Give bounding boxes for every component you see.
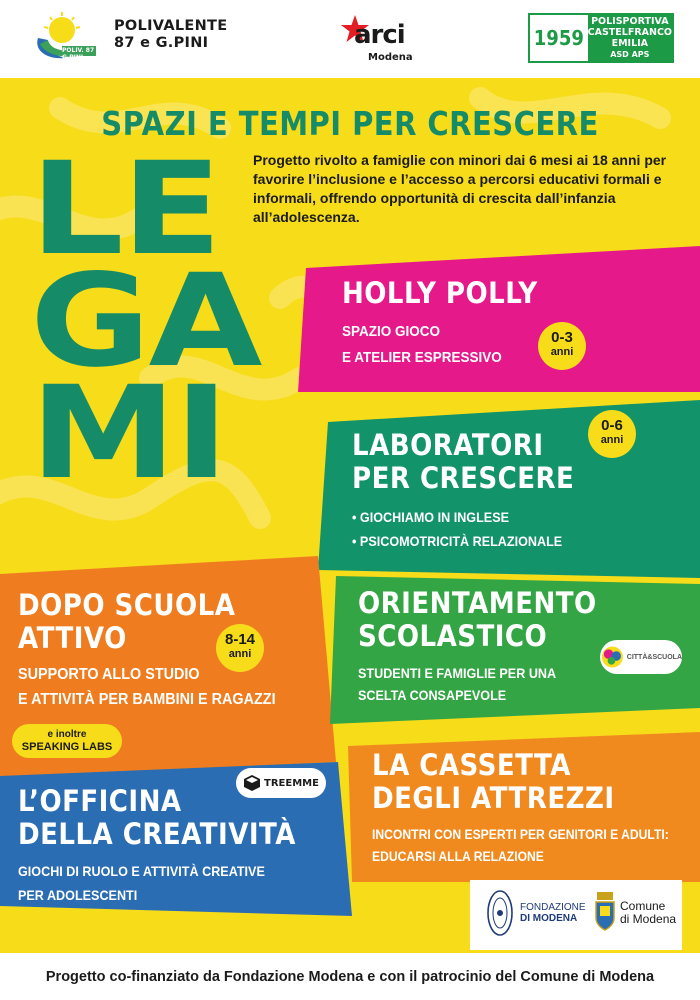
- officina-sub1: GIOCHI DI RUOLO E ATTIVITÀ CREATIVE: [18, 863, 265, 879]
- holly-age-unit: anni: [550, 346, 574, 358]
- dopo-age-badge: [216, 624, 264, 672]
- treemme-text: TREEMME: [264, 777, 319, 789]
- legami-title: [30, 135, 261, 508]
- polisportiva-line3: EMILIA: [611, 38, 649, 49]
- officina-title2: DELLA CREATIVITÀ: [18, 817, 296, 851]
- dopo-sub1: SUPPORTO ALLO STUDIO: [18, 666, 200, 683]
- extra-line2: SPEAKING LABS: [21, 741, 113, 753]
- holly-age-badge: [538, 322, 586, 370]
- legami-line-3: MI: [30, 359, 227, 508]
- polivalente-line2: 87 e G.PINI: [114, 35, 209, 51]
- officina-sub2: PER ADOLESCENTI: [18, 887, 138, 903]
- cassetta-title2: DEGLI ATTREZZI: [372, 781, 615, 815]
- cassetta-sub2: EDUCARSI ALLA RELAZIONE: [372, 849, 544, 864]
- fondazione-name: [520, 902, 586, 924]
- holly-age: 0-3: [551, 329, 573, 346]
- citta-scuola-logo: [600, 640, 682, 674]
- fondazione-line2: DI MODENA: [520, 913, 578, 924]
- laboratori-age: 0-6: [601, 417, 623, 434]
- polivalente-line1: POLIVALENTE: [114, 18, 228, 34]
- treemme-logo: [236, 768, 326, 798]
- orientamento-title2: SCOLASTICO: [358, 619, 548, 653]
- polisportiva-line2: CASTELFRANCO: [587, 27, 672, 38]
- citta-scuola-text: CITTÀ&SCUOLA: [626, 653, 682, 661]
- laboratori-bullet1: • GIOCHIAMO IN INGLESE: [352, 509, 510, 525]
- legami-line-2: GA: [30, 247, 261, 396]
- arci-word: arci: [354, 20, 405, 50]
- footer: [0, 953, 700, 1000]
- comune-crest-icon: [594, 892, 616, 932]
- polivalente-logo: [26, 10, 104, 66]
- polisportiva-name: [588, 15, 672, 61]
- dopo-sub2: E ATTIVITÀ PER BAMBINI E RAGAZZI: [18, 691, 276, 708]
- laboratori-title1: LABORATORI: [352, 428, 544, 462]
- polisportiva-logo: [528, 13, 674, 63]
- orientamento-sub2: SCELTA CONSAPEVOLE: [358, 687, 507, 703]
- panel-dopo-scuola: [0, 556, 336, 778]
- panel-holly-bg: [298, 246, 700, 392]
- dopo-title2: ATTIVO: [18, 621, 127, 655]
- poster: [0, 78, 700, 953]
- laboratori-age-unit: anni: [600, 434, 624, 446]
- dopo-title1: DOPO SCUOLA: [18, 588, 236, 622]
- dopo-age-unit: anni: [228, 648, 252, 660]
- cassetta-title1: LA CASSETTA: [372, 748, 571, 782]
- extra-line1: e inoltre: [47, 729, 87, 740]
- laboratori-title2: PER CRESCERE: [352, 461, 575, 495]
- speaking-labs-badge: [12, 724, 122, 758]
- cassetta-sub1: INCONTRI CON ESPERTI PER GENITORI E ADULTI:: [372, 827, 669, 842]
- dopo-age: 8-14: [224, 631, 256, 648]
- panel-holly-polly: [298, 246, 700, 392]
- holly-sub1: SPAZIO GIOCO: [342, 323, 441, 340]
- comune-line1: Comune: [620, 899, 666, 913]
- header: [0, 0, 700, 78]
- sponsor-logos: [470, 880, 682, 950]
- panel-orientamento: [330, 576, 700, 724]
- footer-text: Progetto co-finanziato da Fondazione Modena e con il patrocinio del Comune di Modena: [45, 968, 655, 985]
- orientamento-sub1: STUDENTI E FAMIGLIE PER UNA: [358, 665, 557, 681]
- panel-laboratori: [318, 400, 700, 578]
- citta-scuola-icon: [600, 644, 625, 670]
- fondazione-emblem-icon: [486, 888, 514, 938]
- orientamento-title1: ORIENTAMENTO: [358, 586, 597, 620]
- comune-line2: di Modena: [620, 912, 677, 926]
- polivalente-name: [114, 18, 227, 52]
- comune-name: [620, 900, 676, 926]
- polisportiva-year: 1959: [530, 15, 588, 61]
- panel-officina: [0, 762, 352, 916]
- holly-sub2: E ATELIER ESPRESSIVO: [342, 349, 502, 366]
- officina-title1: L’OFFICINA: [18, 784, 182, 818]
- cube-icon: [243, 774, 261, 792]
- laboratori-age-badge: [588, 410, 636, 458]
- polivalente-logo-text: POLIV. 87 e G.PINI: [62, 47, 101, 61]
- intro-text: Progetto rivolto a famiglie con minori dai 6 mesi ai 18 anni per favorire l’inclusione e l’accesso a percorsi educativi formali e informali, offrendo opportunità di crescita dall’infanzia all’adolescenza.: [253, 152, 667, 225]
- laboratori-bullet2: • PSICOMOTRICITÀ RELAZIONALE: [352, 533, 563, 549]
- polisportiva-line1: POLISPORTIVA: [591, 16, 669, 27]
- holly-title: HOLLY POLLY: [342, 276, 538, 310]
- polisportiva-line4: ASD APS: [610, 50, 650, 59]
- arci-sub: Modena: [368, 52, 413, 63]
- panel-cassetta: [348, 732, 700, 882]
- fondazione-line1: FONDAZIONE: [520, 902, 586, 913]
- headline: SPAZI E TEMPI PER CRESCERE: [101, 104, 599, 143]
- arci-logo: [340, 14, 420, 66]
- legami-line-1: LE: [30, 135, 220, 284]
